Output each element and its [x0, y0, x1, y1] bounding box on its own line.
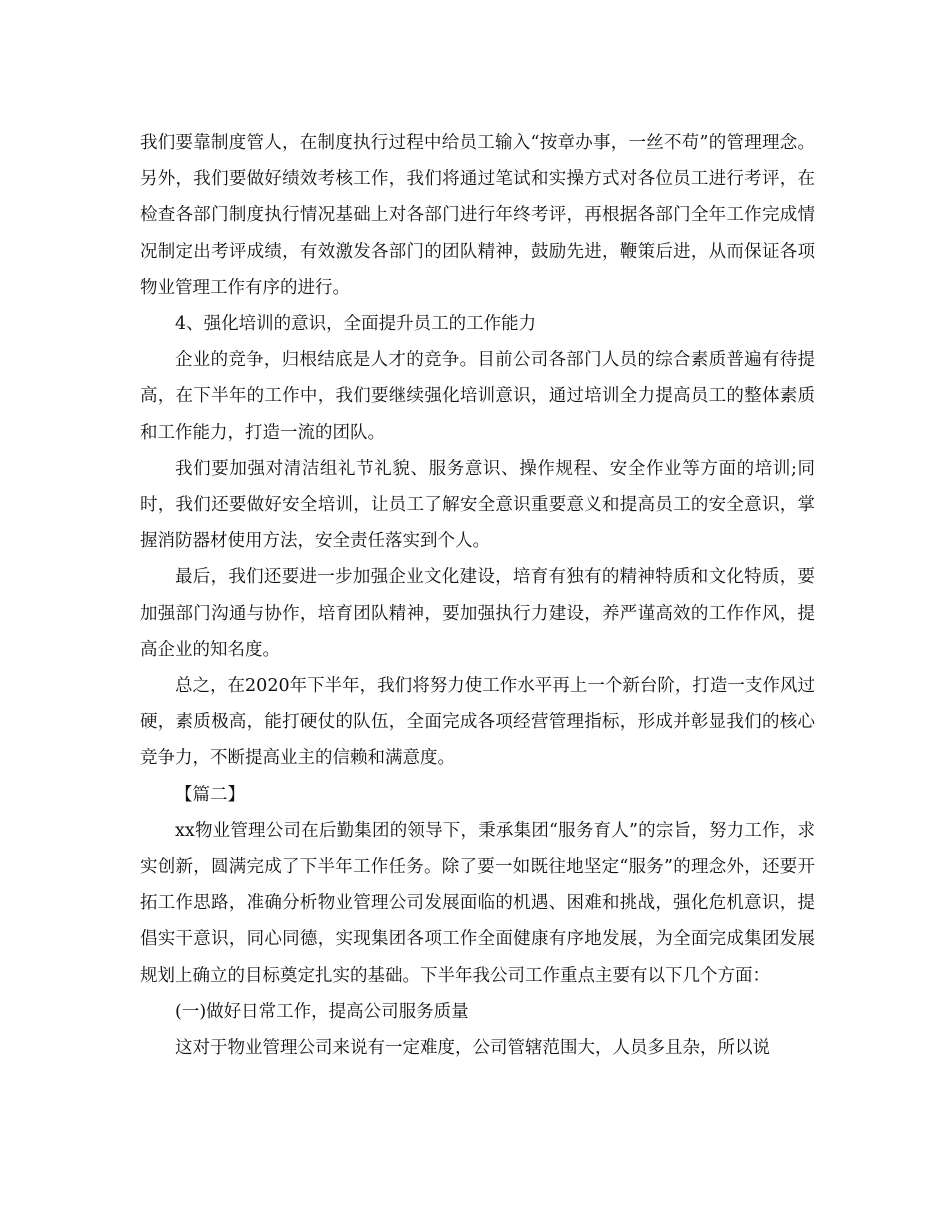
document-body — [140, 125, 815, 1066]
paragraph: 这对于物业管理公司来说有一定难度，公司管辖范围大，人员多且杂，所以说 — [175, 1038, 770, 1059]
section-heading: (一)做好日常工作，提高公司服务质量 — [175, 1001, 469, 1022]
paragraph: 最后，我们还要进一步加强企业文化建设，培育有独有的精神特质和文化特质，要加强部门沟通与协作，培育团队精神，要加强执行力建设，养严谨高效的工作作风，提高企业的知名度。 — [140, 567, 815, 660]
section-heading: 4、强化培训的意识，全面提升员工的工作能力 — [175, 314, 537, 335]
chapter-marker: 【篇二】 — [175, 784, 245, 805]
paragraph: 我们要靠制度管人，在制度执行过程中给员工输入“按章办事，一丝不苟”的管理理念。另外，我们要做好绩效考核工作，我们将通过笔试和实操方式对各位员工进行考评，在检查各部门制度执行情况基础上对各部门进行年终考评，再根据各部门全年工作完成情况制定出考评成绩，有效激发各部门的团队精神，鼓励先进，鞭策后进，从而保证各项物业管理工作有序的进行。 — [140, 133, 815, 298]
paragraph: 企业的竞争，归根结底是人才的竞争。目前公司各部门人员的综合素质普遍有待提高，在下半年的工作中，我们要继续强化培训意识，通过培训全力提高员工的整体素质和工作能力，打造一流的团队。 — [140, 350, 815, 443]
paragraph: xx物业管理公司在后勤集团的领导下，秉承集团“服务育人”的宗旨，努力工作，求实创新，圆满完成了下半年工作任务。除了要一如既往地坚定“服务”的理念外，还要开拓工作思路，准确分析物业管理公司发展面临的机遇、困难和挑战，强化危机意识，提倡实干意识，同心同德，实现集团各项工作全面健康有序地发展，为全面完成集团发展规划上确立的目标奠定扎实的基础。下半年我公司工作重点主要有以下几个方面： — [140, 820, 815, 986]
paragraph: 我们要加强对清洁组礼节礼貌、服务意识、操作规程、安全作业等方面的培训;同时，我们还要做好安全培训，让员工了解安全意识重要意义和提高员工的安全意识，掌握消防器材使用方法，安全责任落实到个人。 — [140, 458, 815, 552]
paragraph: 总之，在2020年下半年，我们将努力使工作水平再上一个新台阶，打造一支作风过硬，素质极高，能打硬仗的队伍，全面完成各项经营管理指标，形成并彰显我们的核心竞争力，不断提高业主的信赖和满意度。 — [140, 676, 815, 769]
